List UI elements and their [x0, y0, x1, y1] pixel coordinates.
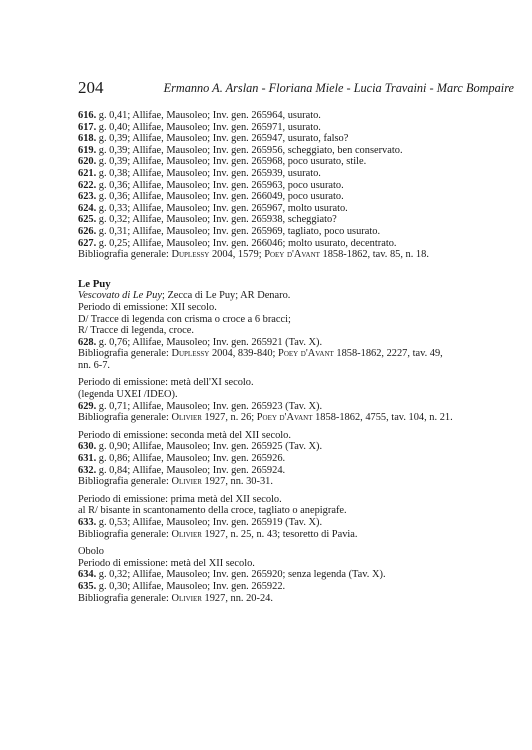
catalogue-entry — [78, 441, 514, 453]
entry-number: 617. — [78, 121, 97, 133]
catalogue-entry — [78, 168, 514, 180]
bibliography-line: Bibliografia generale: Duplessy 2004, 1579; Poey d'Avant 1858-1862, tav. 85, n. 18. — [78, 249, 429, 261]
entry-text: g. 0,39; Allifae, Mausoleo; Inv. gen. 265947, usurato, falso? — [96, 133, 349, 145]
catalogue-body — [78, 110, 514, 604]
entry-group-4 — [78, 430, 514, 488]
entry-text: g. 0,36; Allifae, Mausoleo; Inv. gen. 266049, poco usurato. — [96, 191, 344, 203]
entry-number: 633. — [78, 517, 97, 528]
catalogue-entry — [78, 569, 514, 581]
catalogue-entry — [78, 238, 514, 250]
reverse-description: R/ Tracce di legenda, croce. — [78, 325, 194, 337]
entry-text: g. 0,39; Allifae, Mausoleo; Inv. gen. 265956, scheggiato, ben conservato. — [96, 144, 403, 156]
author-name: Olivier — [171, 476, 202, 488]
catalogue-entry — [78, 180, 514, 192]
entry-number: 625. — [78, 214, 97, 226]
page-number: 204 — [78, 78, 104, 97]
author-name: Poey d'Avant — [278, 348, 334, 360]
section-heading-obolo: Obolo — [78, 546, 104, 558]
bibliography-line: Bibliografia generale: Olivier 1927, nn. 20-24. — [78, 592, 273, 604]
mint-line: Vescovato di Le Puy; Zecca di Le Puy; AR Denaro. — [78, 290, 291, 302]
entry-number: 628. — [78, 336, 97, 348]
catalogue-entry — [78, 133, 514, 145]
obverse-description: D/ Tracce di legenda con crisma o croce a 6 bracci; — [78, 313, 291, 325]
period-line: Periodo di emissione: XII secolo. — [78, 301, 217, 313]
author-name: Poey d'Avant — [256, 412, 313, 424]
author-name: Duplessy — [171, 249, 210, 261]
entry-text: g. 0,25; Allifae, Mausoleo; Inv. gen. 266046; molto usurato, decentrato. — [96, 237, 397, 249]
entry-number: 618. — [78, 133, 97, 145]
section-heading: Le Puy — [78, 277, 111, 290]
entry-list — [78, 441, 514, 476]
entry-number: 634. — [78, 569, 97, 581]
page-header — [78, 78, 514, 98]
entry-text: g. 0,32; Allifae, Mausoleo; Inv. gen. 265938, scheggiato? — [96, 214, 337, 226]
catalogue-entry — [78, 145, 514, 157]
running-head-authors: Ermanno A. Arslan - Floriana Miele - Lucia Travaini - Marc Bompaire — [163, 81, 514, 95]
bibliography-line: Bibliografia generale: Duplessy 2004, 839-840; Poey d'Avant 1858-1862, 2227, tav. 49, — [78, 348, 443, 360]
reverse-note: al R/ bisante in scantonamento della croce, tagliato o anepigrafe. — [78, 505, 347, 517]
entry-number: 621. — [78, 167, 97, 179]
entry-group-1 — [78, 110, 514, 261]
entry-number: 630. — [78, 441, 97, 453]
entry-number: 627. — [78, 237, 97, 249]
period-line: Periodo di emissione: metà del XII secolo. — [78, 557, 255, 569]
entry-text: g. 0,36; Allifae, Mausoleo; Inv. gen. 265963, poco usurato. — [96, 179, 344, 191]
catalogue-entry — [78, 191, 514, 203]
entry-number: 626. — [78, 225, 97, 237]
author-name: Olivier — [171, 528, 202, 540]
entry-text: g. 0,39; Allifae, Mausoleo; Inv. gen. 265968, poco usurato, stile. — [96, 156, 367, 168]
entry-number: 622. — [78, 179, 97, 191]
catalogue-entry — [78, 203, 514, 215]
entry-number: 616. — [78, 110, 97, 121]
catalogue-entry — [78, 122, 514, 134]
entry-number: 635. — [78, 580, 97, 592]
entry-text: g. 0,32; Allifae, Mausoleo; Inv. gen. 265920; senza legenda (Tav. X). — [96, 569, 386, 581]
author-name: Poey d'Avant — [264, 249, 320, 261]
entry-group-5 — [78, 494, 514, 540]
entry-text: g. 0,84; Allifae, Mausoleo; Inv. gen. 265924. — [96, 464, 286, 476]
entry-group-6 — [78, 546, 514, 604]
entry-text: g. 0,40; Allifae, Mausoleo; Inv. gen. 265971, usurato. — [96, 121, 321, 133]
bibliography-continuation: nn. 6-7. — [78, 359, 111, 371]
entry-number: 623. — [78, 191, 97, 203]
entry-text: g. 0,31; Allifae, Mausoleo; Inv. gen. 265969, tagliato, poco usurato. — [96, 225, 381, 237]
author-name: Olivier — [171, 592, 202, 604]
entry-number: 620. — [78, 156, 97, 168]
period-line: Periodo di emissione: prima metà del XII secolo. — [78, 493, 282, 505]
entry-number: 631. — [78, 453, 97, 465]
entry-number: 619. — [78, 144, 97, 156]
catalogue-entry — [78, 226, 514, 238]
entry-text: g. 0,41; Allifae, Mausoleo; Inv. gen. 265964, usurato. — [96, 110, 321, 121]
entry-number: 632. — [78, 464, 97, 476]
entry-group-3 — [78, 377, 514, 423]
bibliography-line: Bibliografia generale: Olivier 1927, nn. 30-31. — [78, 476, 273, 488]
catalogue-entry — [78, 581, 514, 593]
section-le-puy — [78, 279, 514, 372]
catalogue-entry: 629. g. 0,71; Allifae, Mausoleo; Inv. gen. 265923 (Tav. X). — [78, 400, 323, 412]
entry-number: 624. — [78, 202, 97, 214]
entry-number: 629. — [78, 400, 97, 412]
catalogue-entry: 628. g. 0,76; Allifae, Mausoleo; Inv. gen. 265921 (Tav. X). — [78, 336, 323, 348]
period-line: Periodo di emissione: seconda metà del XII secolo. — [78, 429, 291, 441]
entry-text: g. 0,38; Allifae, Mausoleo; Inv. gen. 265939, usurato. — [96, 167, 321, 179]
catalogue-entry — [78, 453, 514, 465]
entry-list — [78, 569, 514, 592]
entry-text: g. 0,90; Allifae, Mausoleo; Inv. gen. 265925 (Tav. X). — [96, 441, 323, 453]
entry-text: g. 0,86; Allifae, Mausoleo; Inv. gen. 265926. — [96, 453, 286, 465]
bibliography-line: Bibliografia generale: Olivier 1927, n. 25, n. 43; tesoretto di Pavia. — [78, 528, 358, 540]
catalogue-entry — [78, 214, 514, 226]
entry-text: g. 0,30; Allifae, Mausoleo; Inv. gen. 265922. — [96, 580, 286, 592]
bibliography-line: Bibliografia generale: Olivier 1927, n. 26; Poey d'Avant 1858-1862, 4755, tav. 104, n. 21. — [78, 412, 453, 424]
catalogue-entry — [78, 465, 514, 477]
entry-text: g. 0,33; Allifae, Mausoleo; Inv. gen. 265967, molto usurato. — [96, 202, 348, 214]
catalogue-entry — [78, 156, 514, 168]
period-line: Periodo di emissione: metà dell'XI secolo. — [78, 377, 254, 389]
author-name: Duplessy — [171, 348, 210, 360]
catalogue-entry — [78, 110, 514, 122]
author-name: Olivier — [171, 412, 202, 424]
legend-note: (legenda UXEI /IDEO). — [78, 389, 178, 401]
entry-list — [78, 110, 514, 249]
catalogue-entry: 633. g. 0,53; Allifae, Mausoleo; Inv. gen. 265919 (Tav. X). — [78, 517, 323, 528]
